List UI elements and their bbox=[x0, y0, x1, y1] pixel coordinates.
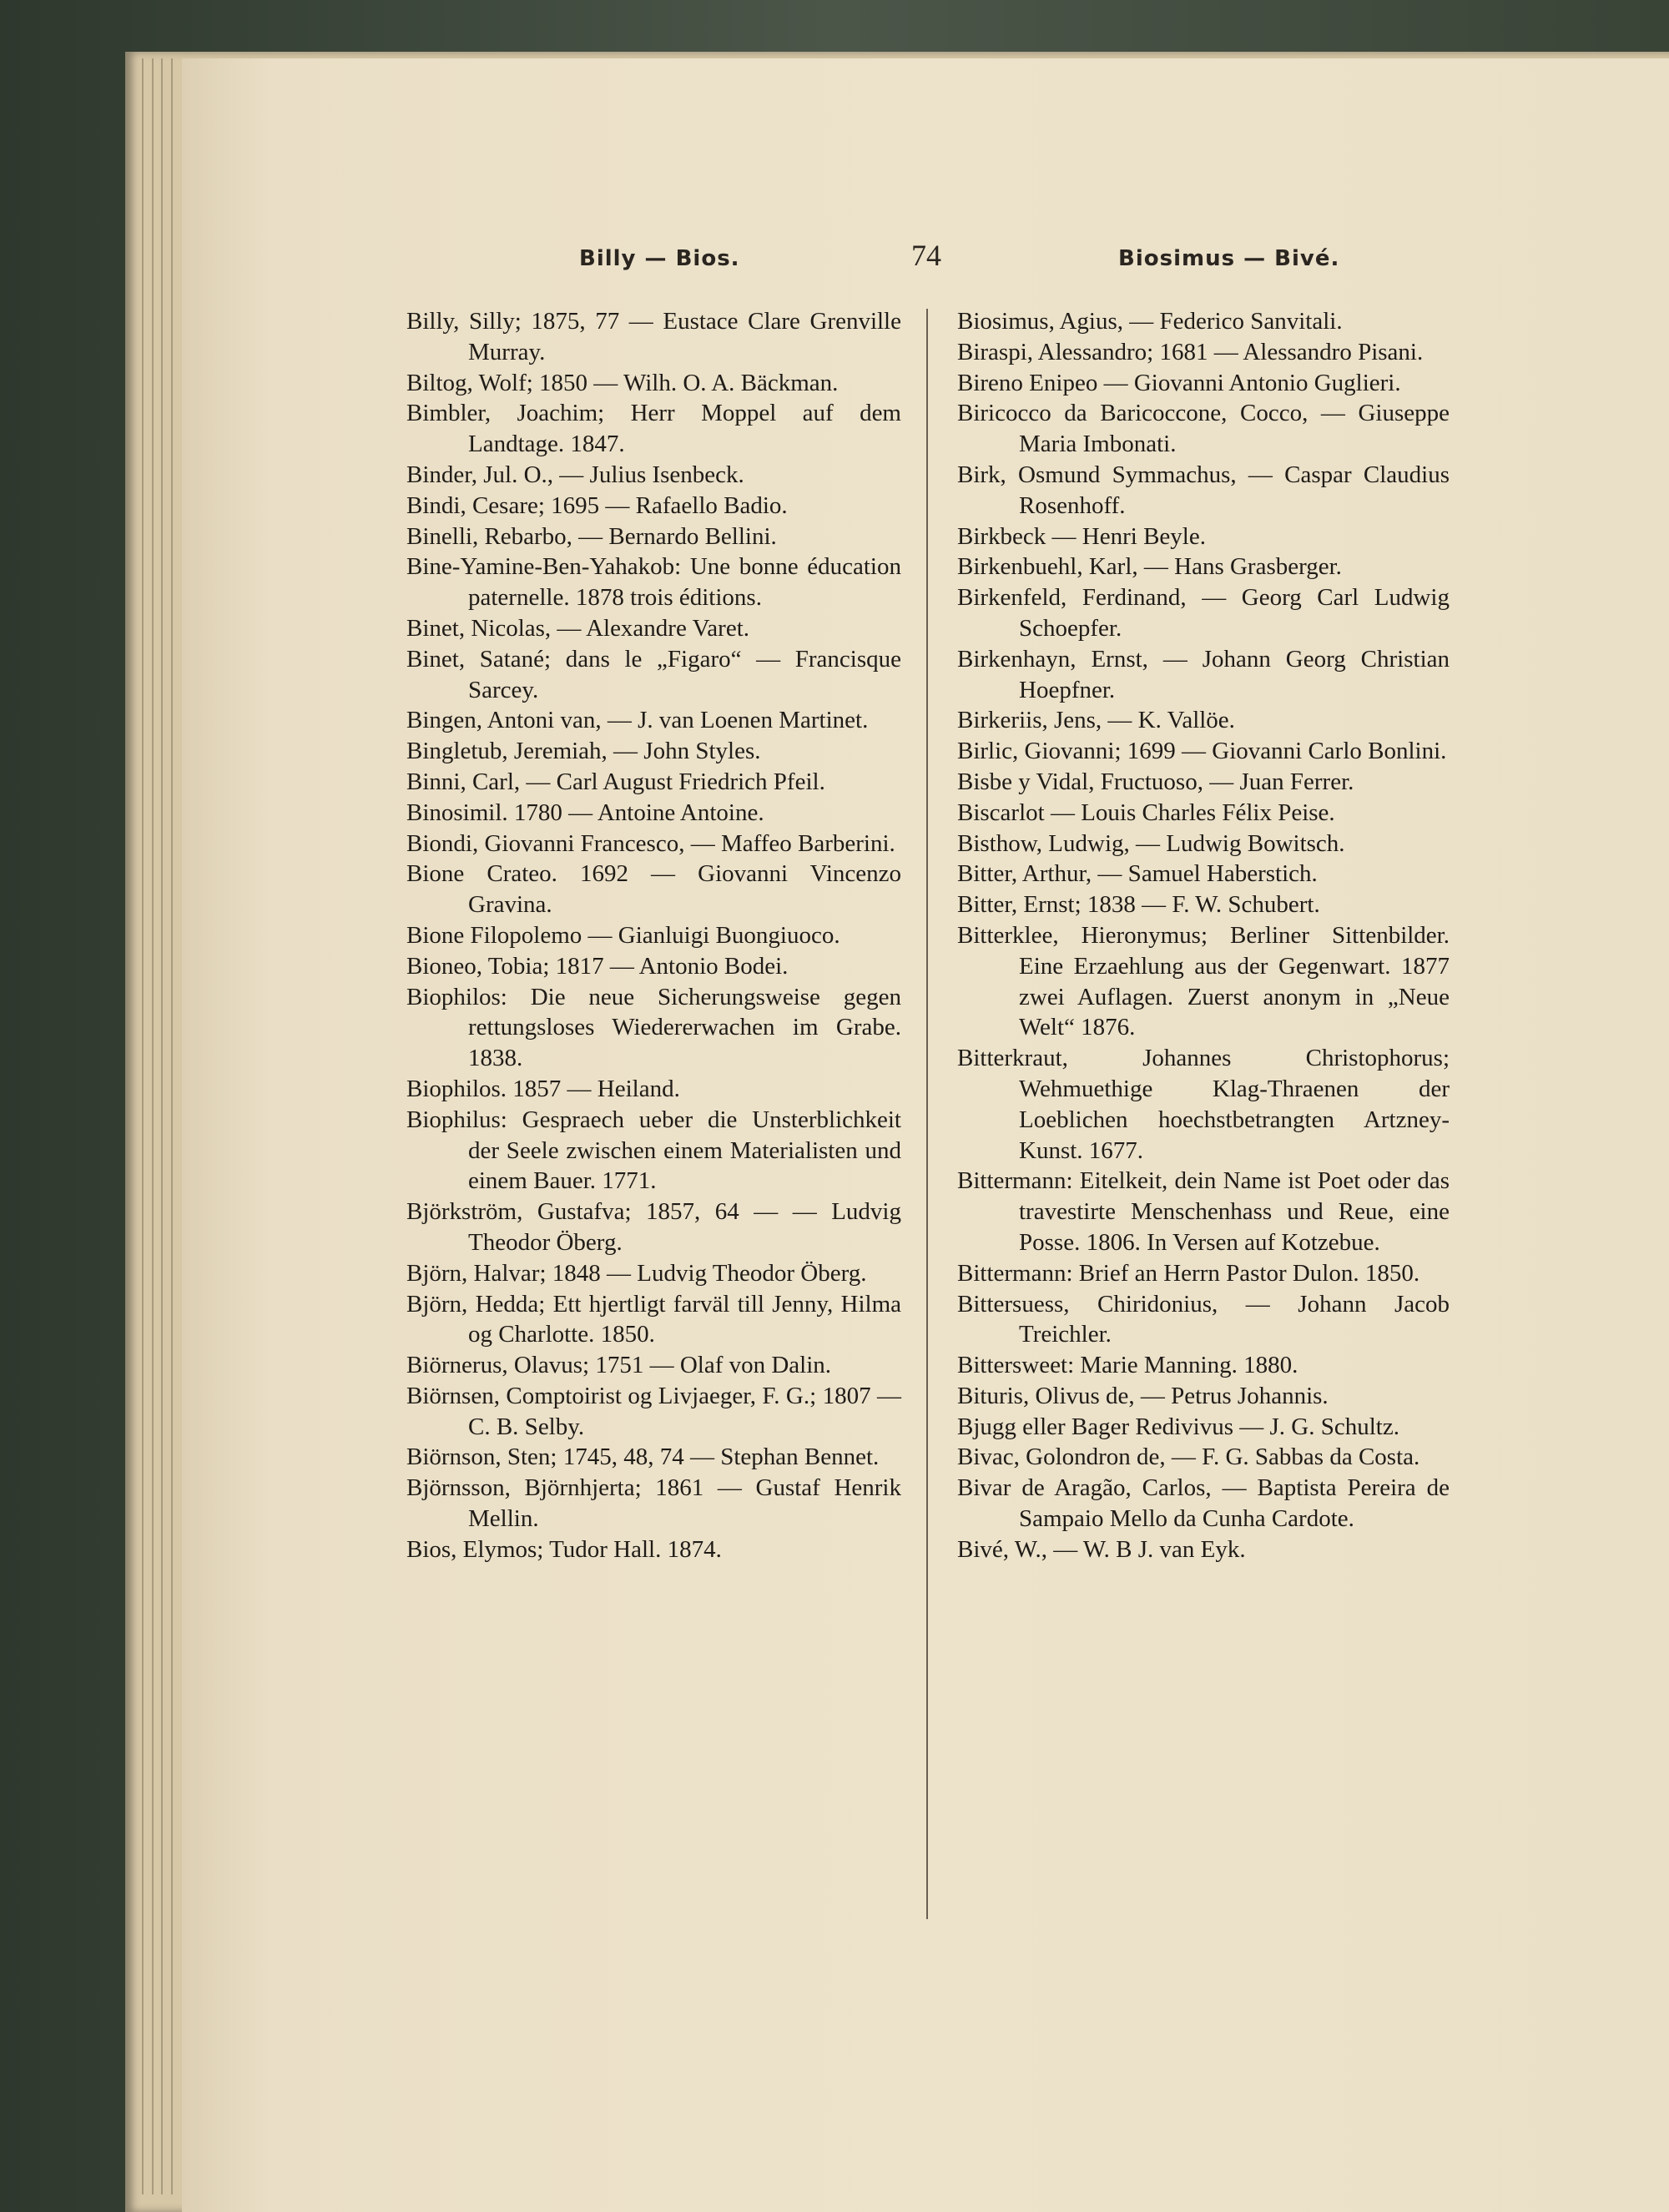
index-entry: Bivar de Aragão, Carlos, — Baptista Pereira de Sampaio Mello da Cunha Cardote. bbox=[957, 1474, 1450, 1533]
index-entry: Biosimus, Agius, — Federico Sanvitali. bbox=[957, 308, 1343, 335]
index-entry: Biricocco da Baricoccone, Cocco, — Giuseppe Maria Imbonati. bbox=[957, 400, 1450, 458]
index-entry: Bios, Elymos; Tudor Hall. 1874. bbox=[406, 1535, 722, 1563]
index-entry: Bitter, Ernst; 1838 — F. W. Schubert. bbox=[957, 891, 1320, 919]
index-entry: Bittersuess, Chiridonius, — Johann Jacob Treichler. bbox=[957, 1290, 1450, 1348]
index-entry: Biophilos: Die neue Sicherungsweise gegen rettungsloses Wiedererwachen im Grabe. 1838. bbox=[406, 983, 901, 1072]
index-entry: Björn, Hedda; Ett hjertligt farväl till Jenny, Hilma og Charlotte. 1850. bbox=[406, 1290, 901, 1348]
index-entry: Bingen, Antoni van, — J. van Loenen Martinet. bbox=[406, 707, 869, 734]
right-column bbox=[957, 306, 1450, 1565]
index-entry: Binosimil. 1780 — Antoine Antoine. bbox=[406, 799, 764, 826]
index-entry: Björn, Halvar; 1848 — Ludvig Theodor Öberg. bbox=[406, 1259, 867, 1287]
page-edge bbox=[142, 58, 144, 2194]
index-entry: Bittermann: Eitelkeit, dein Name ist Poet oder das travestirte Menschenhass und Reue, eine Posse. 1806. In Versen auf Kotzebue. bbox=[957, 1167, 1450, 1256]
index-entry: Bindi, Cesare; 1695 — Rafaello Badio. bbox=[406, 491, 788, 519]
index-entry: Biraspi, Alessandro; 1681 — Alessandro Pisani. bbox=[957, 338, 1424, 365]
column-divider bbox=[926, 309, 928, 1919]
index-entry: Birkenfeld, Ferdinand, — Georg Carl Ludwig Schoepfer. bbox=[957, 584, 1450, 642]
index-entry: Bione Filopolemo — Gianluigi Buongiuoco. bbox=[406, 921, 840, 949]
index-entry: Birkenhayn, Ernst, — Johann Georg Christian Hoepfner. bbox=[957, 645, 1450, 703]
index-entry: Bituris, Olivus de, — Petrus Johannis. bbox=[957, 1382, 1329, 1409]
index-entry: Björkström, Gustafva; 1857, 64 — — Ludvig Theodor Öberg. bbox=[406, 1198, 901, 1256]
running-head-right: Biosimus — Bivé. bbox=[1118, 246, 1340, 271]
page-edge bbox=[161, 58, 163, 2194]
index-entry: Bjugg eller Bager Redivivus — J. G. Schultz. bbox=[957, 1413, 1399, 1440]
index-entry: Biophilos. 1857 — Heiland. bbox=[406, 1075, 680, 1102]
index-entry: Biophilus: Gespraech ueber die Unsterblichkeit der Seele zwischen einem Materialisten und einem Bauer. 1771. bbox=[406, 1106, 901, 1195]
index-entry: Biörnerus, Olavus; 1751 — Olaf von Dalin. bbox=[406, 1352, 832, 1379]
index-entry: Bivac, Golondron de, — F. G. Sabbas da Costa. bbox=[957, 1444, 1420, 1471]
index-entry: Bittersweet: Marie Manning. 1880. bbox=[957, 1352, 1298, 1379]
index-entry: Bisbe y Vidal, Fructuoso, — Juan Ferrer. bbox=[957, 768, 1354, 795]
index-entry: Bittermann: Brief an Herrn Pastor Dulon. 1850. bbox=[957, 1259, 1420, 1287]
index-entry: Birlic, Giovanni; 1699 — Giovanni Carlo Bonlini. bbox=[957, 738, 1447, 765]
index-entry: Binder, Jul. O., — Julius Isenbeck. bbox=[406, 461, 744, 488]
page-number: 74 bbox=[911, 239, 941, 272]
page-edge bbox=[171, 58, 173, 2194]
running-head-left: Billy — Bios. bbox=[579, 246, 740, 271]
index-entry: Björnsson, Björnhjerta; 1861 — Gustaf Henrik Mellin. bbox=[406, 1474, 901, 1533]
index-entry: Bimbler, Joachim; Herr Moppel auf dem Landtage. 1847. bbox=[406, 400, 901, 458]
index-entry: Biörnsen, Comptoirist og Livjaeger, F. G.; 1807 — C. B. Selby. bbox=[406, 1382, 901, 1440]
index-entry: Billy, Silly; 1875, 77 — Eustace Clare Grenville Murray. bbox=[406, 308, 901, 365]
index-entry: Birk, Osmund Symmachus, — Caspar Claudius Rosenhoff. bbox=[957, 461, 1450, 519]
index-entry: Binni, Carl, — Carl August Friedrich Pfeil. bbox=[406, 768, 825, 795]
index-entry: Binelli, Rebarbo, — Bernardo Bellini. bbox=[406, 522, 777, 550]
index-entry: Biltog, Wolf; 1850 — Wilh. O. A. Bäckman. bbox=[406, 369, 839, 396]
index-entry: Bine-Yamine-Ben-Yahakob: Une bonne éducation paternelle. 1878 trois éditions. bbox=[406, 553, 901, 612]
index-entry: Biondi, Giovanni Francesco, — Maffeo Barberini. bbox=[406, 829, 895, 857]
index-entry: Bitterkraut, Johannes Christophorus; Wehmuethige Klag-Thraenen der Loeblichen hoechstbetrangten Artzney-Kunst. 1677. bbox=[957, 1045, 1450, 1164]
index-entry: Bione Crateo. 1692 — Giovanni Vincenzo Gravina. bbox=[406, 860, 901, 919]
left-column bbox=[406, 306, 901, 1565]
index-entry: Bioneo, Tobia; 1817 — Antonio Bodei. bbox=[406, 952, 789, 980]
index-entry: Birkeriis, Jens, — K. Vallöe. bbox=[957, 707, 1235, 734]
index-entry: Bingletub, Jeremiah, — John Styles. bbox=[406, 738, 761, 765]
index-entry: Biörnson, Sten; 1745, 48, 74 — Stephan Bennet. bbox=[406, 1444, 880, 1471]
index-entry: Biscarlot — Louis Charles Félix Peise. bbox=[957, 799, 1335, 826]
index-entry: Bisthow, Ludwig, — Ludwig Bowitsch. bbox=[957, 829, 1345, 857]
index-entry: Bitterklee, Hieronymus; Berliner Sittenbilder. Eine Erzaehlung aus der Gegenwart. 1877 zwei Auflagen. Zuerst anonym in „Neue Welt“ 1876. bbox=[957, 921, 1450, 1041]
index-entry: Binet, Satané; dans le „Figaro“ — Francisque Sarcey. bbox=[406, 645, 901, 703]
page-edge bbox=[152, 58, 154, 2194]
index-entry: Bireno Enipeo — Giovanni Antonio Guglieri. bbox=[957, 369, 1401, 396]
index-entry: Birkbeck — Henri Beyle. bbox=[957, 522, 1206, 550]
index-entry: Birkenbuehl, Karl, — Hans Grasberger. bbox=[957, 553, 1342, 581]
index-entry: Binet, Nicolas, — Alexandre Varet. bbox=[406, 614, 749, 642]
index-entry: Bitter, Arthur, — Samuel Haberstich. bbox=[957, 860, 1318, 888]
index-entry: Bivé, W., — W. B J. van Eyk. bbox=[957, 1535, 1246, 1563]
